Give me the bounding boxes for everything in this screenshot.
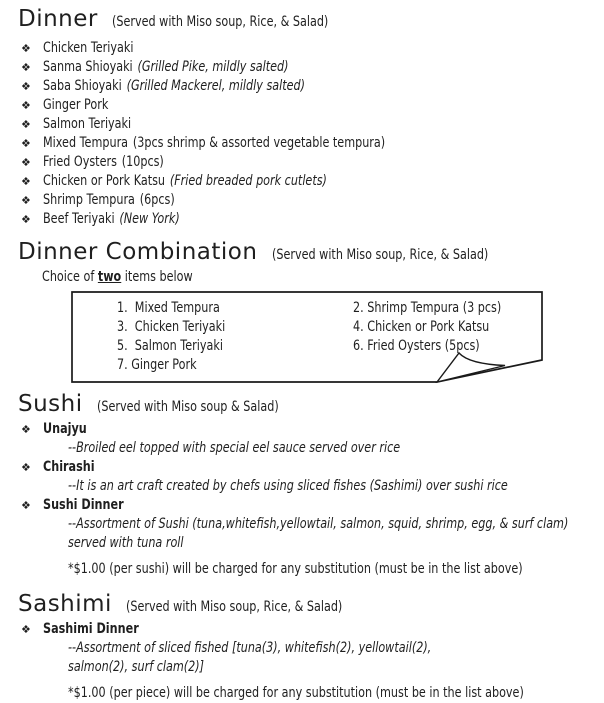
item-name: Sanma Shioyaki — [43, 59, 133, 75]
diamond-bullet-icon: ❖ — [21, 118, 31, 131]
item-note: (New York) — [119, 211, 180, 227]
diamond-bullet-icon: ❖ — [21, 213, 31, 226]
list-item — [18, 153, 596, 172]
entry-description: --Assortment of sliced fished [tuna(3), whitefish(2), yellowtail(2), salmon(2), surf clam(2)] — [68, 640, 432, 675]
sushi-subtitle: (Served with Miso soup & Salad) — [96, 399, 279, 415]
list-item — [18, 96, 596, 115]
entry-description: --Assortment of Sushi (tuna,whitefish,yellowtail, salmon, squid, shrimp, egg, & surf clam) served with tuna roll — [68, 516, 569, 551]
diamond-bullet-icon: ❖ — [21, 499, 31, 512]
combo-item: 3. Chicken Teriyaki — [117, 319, 226, 335]
entry — [18, 420, 596, 439]
entry-description: --Broiled eel topped with special eel sauce served over rice — [68, 440, 401, 456]
dinner-subtitle: (Served with Miso soup, Rice, & Salad) — [111, 14, 329, 30]
item-note: (Fried breaded pork cutlets) — [169, 173, 327, 189]
dinner-title: Dinner — [18, 6, 98, 32]
entry — [18, 458, 596, 477]
substitution-note: *$1.00 (per piece) will be charged for any substitution (must be in the list above) — [68, 685, 524, 701]
list-item — [18, 191, 596, 210]
diamond-bullet-icon: ❖ — [21, 137, 31, 150]
diamond-bullet-icon: ❖ — [21, 156, 31, 169]
item-name: Chicken Teriyaki — [43, 40, 134, 56]
dinner-item-list — [18, 39, 596, 229]
combo-item: 5. Salmon Teriyaki — [117, 338, 223, 354]
item-note: (10pcs) — [121, 154, 164, 170]
section-dinner-combination — [18, 239, 596, 383]
choice-prefix: Choice of — [42, 269, 98, 285]
choice-suffix: items below — [121, 269, 193, 285]
combo-item: 4. Chicken or Pork Katsu — [353, 319, 490, 335]
list-item — [18, 58, 596, 77]
diamond-bullet-icon: ❖ — [21, 461, 31, 474]
combination-subtitle: (Served with Miso soup, Rice, & Salad) — [271, 247, 488, 263]
list-item — [18, 134, 596, 153]
diamond-bullet-icon: ❖ — [21, 42, 31, 55]
combo-column-right — [353, 299, 538, 356]
combo-item: 6. Fried Oysters (5pcs) — [353, 338, 480, 354]
item-name: Salmon Teriyaki — [43, 116, 132, 132]
combination-box — [71, 291, 543, 383]
substitution-note: *$1.00 (per sushi) will be charged for any substitution (must be in the list above) — [68, 561, 523, 577]
item-name: Fried Oysters — [43, 154, 117, 170]
list-item — [18, 39, 596, 58]
item-name: Ginger Pork — [43, 97, 109, 113]
diamond-bullet-icon: ❖ — [21, 194, 31, 207]
sashimi-title: Sashimi — [18, 591, 112, 617]
item-name: Saba Shioyaki — [43, 78, 122, 94]
entry-name: Chirashi — [43, 459, 95, 475]
item-name: Mixed Tempura — [43, 135, 129, 151]
entry — [18, 496, 596, 515]
item-note: (Grilled Pike, mildly salted) — [137, 59, 289, 75]
entry-name: Sashimi Dinner — [43, 621, 139, 637]
list-item — [18, 77, 596, 96]
item-note: (3pcs shrimp & assorted vegetable tempura) — [132, 135, 386, 151]
combo-item: 2. Shrimp Tempura (3 pcs) — [353, 300, 502, 316]
section-dinner — [18, 6, 596, 229]
combo-column-left — [117, 299, 252, 375]
sushi-title: Sushi — [18, 391, 83, 417]
section-sushi — [18, 391, 596, 579]
list-item — [18, 172, 596, 191]
entry-description: --It is an art craft created by chefs using sliced fishes (Sashimi) over sushi rice — [68, 478, 508, 494]
sashimi-subtitle: (Served with Miso soup, Rice, & Salad) — [126, 599, 343, 615]
combination-header — [18, 239, 596, 268]
diamond-bullet-icon: ❖ — [21, 175, 31, 188]
diamond-bullet-icon: ❖ — [21, 80, 31, 93]
item-note: (Grilled Mackerel, mildly salted) — [126, 78, 306, 94]
item-note: (6pcs) — [139, 192, 175, 208]
list-item — [18, 115, 596, 134]
combination-title: Dinner Combination — [18, 239, 258, 265]
diamond-bullet-icon: ❖ — [21, 61, 31, 74]
entry — [18, 620, 596, 639]
diamond-bullet-icon: ❖ — [21, 423, 31, 436]
diamond-bullet-icon: ❖ — [21, 99, 31, 112]
choice-emphasis: two — [97, 269, 122, 285]
diamond-bullet-icon: ❖ — [21, 623, 31, 636]
dinner-header — [18, 6, 596, 35]
list-item — [18, 210, 596, 229]
item-name: Beef Teriyaki — [43, 211, 115, 227]
item-name: Chicken or Pork Katsu — [43, 173, 166, 189]
choice-line — [42, 268, 596, 287]
sashimi-header — [18, 591, 596, 620]
section-sashimi — [18, 591, 596, 703]
entry-name: Sushi Dinner — [43, 497, 124, 513]
entry-name: Unajyu — [43, 421, 87, 437]
combo-item: 7. Ginger Pork — [117, 357, 197, 373]
sushi-header — [18, 391, 596, 420]
combo-item: 1. Mixed Tempura — [117, 300, 220, 316]
item-name: Shrimp Tempura — [43, 192, 135, 208]
